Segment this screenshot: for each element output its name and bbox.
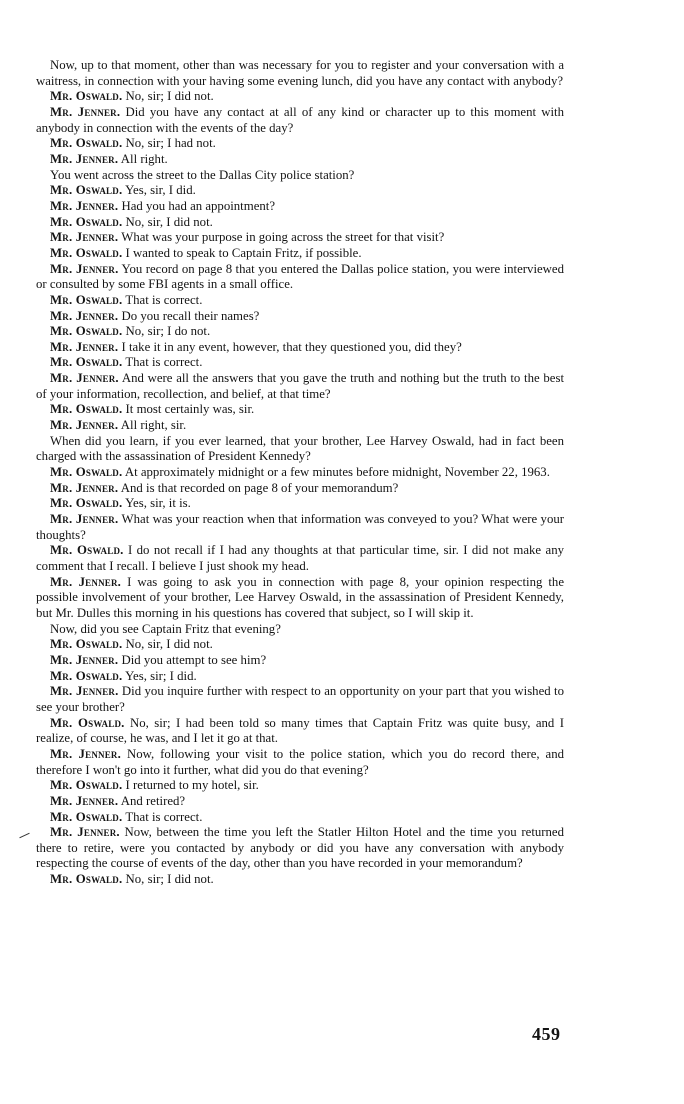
testimony-paragraph: [36, 309, 564, 325]
paragraph-text: At approximately midnight or a few minutes before midnight, November 22, 1963.: [124, 465, 550, 480]
question-paragraph: [36, 58, 564, 89]
question-paragraph: [36, 434, 564, 465]
speaker-label: Mr. Oswald.: [50, 809, 123, 824]
question-paragraph: [36, 168, 564, 184]
speaker-label: Mr. Oswald.: [50, 715, 125, 730]
testimony-paragraph: [36, 418, 564, 434]
paragraph-text: And were all the answers that you gave the truth and nothing but the truth to the best of your information, recollection, and belief, at that time?: [36, 371, 565, 401]
paragraph-text: Do you recall their names?: [121, 308, 260, 323]
speaker-label: Mr. Oswald.: [50, 637, 123, 652]
speaker-label: Mr. Oswald.: [50, 183, 123, 198]
speaker-label: Mr. Jenner.: [50, 151, 119, 166]
question-paragraph: [36, 622, 564, 638]
speaker-label: Mr. Oswald.: [50, 778, 123, 793]
testimony-paragraph: [36, 355, 564, 371]
paragraph-text: And is that recorded on page 8 of your memorandum?: [120, 480, 399, 495]
testimony-paragraph: [36, 371, 564, 402]
paragraph-text: Yes, sir, I did.: [125, 183, 196, 198]
speaker-label: Mr. Jenner.: [50, 198, 119, 213]
speaker-label: Mr. Oswald.: [50, 402, 123, 417]
testimony-paragraph: [36, 340, 564, 356]
paragraph-text: You record on page 8 that you entered the Dallas police station, you were interviewed or consulted by some FBI agents in a small office.: [36, 261, 564, 292]
testimony-paragraph: [36, 293, 564, 309]
testimony-paragraph: [36, 105, 564, 136]
paragraph-text: It most certainly was, sir.: [125, 402, 255, 417]
paragraph-text: And retired?: [120, 793, 186, 808]
testimony-paragraph: [36, 778, 564, 794]
speaker-label: Mr. Jenner.: [50, 746, 122, 761]
speaker-label: Mr. Oswald.: [50, 668, 123, 683]
testimony-paragraph: [36, 684, 564, 715]
speaker-label: Mr. Jenner.: [50, 480, 119, 495]
testimony-paragraph: [36, 825, 564, 872]
paragraph-text: What was your purpose in going across the street for that visit?: [121, 230, 445, 245]
speaker-label: Mr. Jenner.: [50, 230, 119, 245]
paragraph-text: That is correct.: [125, 292, 203, 307]
speaker-label: Mr. Jenner.: [50, 684, 119, 699]
testimony-paragraph: [36, 810, 564, 826]
paragraph-text: That is correct.: [125, 355, 203, 370]
paragraph-text: No, sir, I did not.: [125, 214, 213, 229]
testimony-paragraph: [36, 794, 564, 810]
speaker-label: Mr. Oswald.: [50, 543, 124, 558]
testimony-paragraph: [36, 465, 564, 481]
testimony-paragraph: [36, 872, 564, 888]
speaker-label: Mr. Oswald.: [50, 292, 123, 307]
speaker-label: Mr. Oswald.: [50, 465, 123, 480]
margin-mark: [19, 833, 29, 839]
speaker-label: Mr. Jenner.: [50, 825, 120, 840]
speaker-label: Mr. Oswald.: [50, 214, 123, 229]
paragraph-text: I returned to my hotel, sir.: [125, 778, 259, 793]
speaker-label: Mr. Jenner.: [50, 104, 121, 119]
paragraph-text: Now, between the time you left the Statler Hilton Hotel and the time you returned there to retire, were you contacted by anybody or did you have any conversation with anybody respecting the course of events of the day, other than you have recorded in your memorandum?: [36, 825, 565, 871]
testimony-paragraph: [36, 496, 564, 512]
testimony-paragraph: [36, 324, 564, 340]
paragraph-text: I wanted to speak to Captain Fritz, if possible.: [125, 245, 362, 260]
paragraph-text: Did you attempt to see him?: [121, 652, 267, 667]
speaker-label: Mr. Oswald.: [50, 324, 123, 339]
testimony-paragraph: [36, 575, 564, 622]
paragraph-text: No, sir, I did not.: [125, 637, 213, 652]
paragraph-text: Yes, sir, it is.: [125, 496, 191, 511]
paragraph-text: Now, did you see Captain Fritz that evening?: [50, 621, 281, 636]
paragraph-text: That is correct.: [125, 809, 203, 824]
paragraph-text: No, sir; I did not.: [125, 89, 214, 104]
paragraph-text: I do not recall if I had any thoughts at that particular time, sir. I did not make any comment that I recall. I believe I just shook my head.: [36, 543, 564, 573]
testimony-paragraph: [36, 637, 564, 653]
testimony-paragraph: [36, 512, 564, 543]
speaker-label: Mr. Oswald.: [50, 136, 123, 151]
paragraph-text: No, sir; I had not.: [125, 136, 216, 151]
page-number: 459: [532, 1024, 561, 1044]
speaker-label: Mr. Jenner.: [50, 261, 119, 276]
testimony-paragraph: [36, 89, 564, 105]
testimony-paragraph: [36, 230, 564, 246]
speaker-label: Mr. Oswald.: [50, 355, 123, 370]
paragraph-text: What was your reaction when that information was conveyed to you? What were your thoughts?: [36, 512, 565, 542]
testimony-paragraph: [36, 716, 564, 747]
paragraph-text: Did you inquire further with respect to an opportunity on your part that you wished to see your brother?: [36, 684, 565, 714]
paragraph-text: Yes, sir; I did.: [125, 668, 197, 683]
testimony-paragraph: [36, 152, 564, 168]
paragraph-text: No, sir; I had been told so many times that Captain Fritz was quite busy, and I realize, of course, he was, and I let it go at that.: [36, 715, 565, 746]
speaker-label: Mr. Jenner.: [50, 418, 119, 433]
speaker-label: Mr. Oswald.: [50, 496, 123, 511]
speaker-label: Mr. Oswald.: [50, 872, 123, 887]
testimony-paragraph: [36, 199, 564, 215]
paragraph-text: You went across the street to the Dallas City police station?: [50, 167, 355, 182]
speaker-label: Mr. Oswald.: [50, 245, 123, 260]
speaker-label: Mr. Jenner.: [50, 339, 119, 354]
speaker-label: Mr. Jenner.: [50, 574, 122, 589]
paragraph-text: No, sir; I did not.: [125, 872, 214, 887]
paragraph-text: Now, following your visit to the police station, which you do record there, and therefore I won't go into it further, what did you do that evening?: [36, 746, 564, 777]
speaker-label: Mr. Jenner.: [50, 371, 119, 386]
paragraph-text: I was going to ask you in connection with page 8, your opinion respecting the possible involvement of your brother, Lee Harvey Oswald, in the assassination of President Kennedy, but Mr. Dulles this morning in his questions has covered that subject, so I will skip it.: [36, 574, 564, 620]
speaker-label: Mr. Jenner.: [50, 308, 119, 323]
paragraph-text: No, sir; I do not.: [125, 324, 211, 339]
paragraph-text: When did you learn, if you ever learned, that your brother, Lee Harvey Oswald, had in fact been charged with the assassination of President Kennedy?: [36, 433, 564, 464]
speaker-label: Mr. Jenner.: [50, 652, 119, 667]
paragraph-text: Had you had an appointment?: [121, 198, 276, 213]
testimony-paragraph: [36, 215, 564, 231]
testimony-paragraph: [36, 262, 564, 293]
paragraph-text: Did you have any contact at all of any kind or character up to this moment with anybody in connection with the events of the day?: [36, 104, 564, 135]
paragraph-text: All right.: [120, 151, 168, 166]
speaker-label: Mr. Oswald.: [50, 89, 123, 104]
testimony-paragraph: [36, 402, 564, 418]
testimony-paragraph: [36, 669, 564, 685]
paragraph-text: I take it in any event, however, that they questioned you, did they?: [121, 339, 462, 354]
testimony-paragraph: [36, 543, 564, 574]
testimony-text: [36, 58, 564, 888]
testimony-paragraph: [36, 246, 564, 262]
testimony-paragraph: [36, 653, 564, 669]
testimony-paragraph: [36, 136, 564, 152]
testimony-paragraph: [36, 183, 564, 199]
paragraph-text: Now, up to that moment, other than was necessary for you to register and your conversation with a waitress, in connection with your having some evening lunch, did you have any contact with anybody?: [36, 58, 564, 88]
testimony-paragraph: [36, 481, 564, 497]
paragraph-text: All right, sir.: [120, 418, 187, 433]
speaker-label: Mr. Jenner.: [50, 793, 119, 808]
testimony-paragraph: [36, 747, 564, 778]
speaker-label: Mr. Jenner.: [50, 512, 119, 527]
